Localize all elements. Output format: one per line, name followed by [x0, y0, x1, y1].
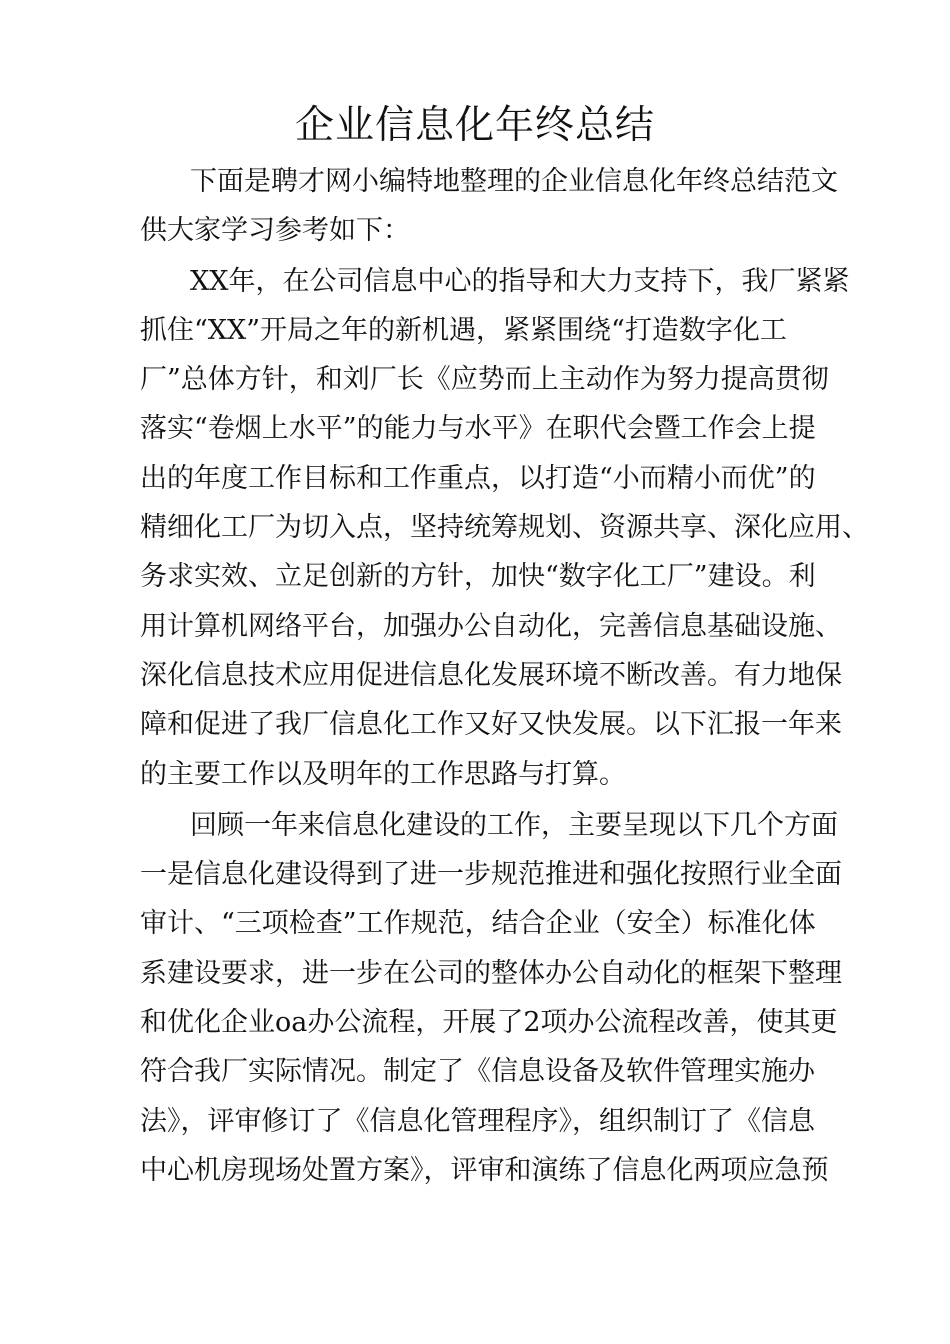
line-text: 和优化企业oa办公流程，开展了2项办公流程改善，使其更	[140, 1007, 838, 1038]
line-text: 用计算机网络平台，加强办公自动化，完善信息基础设施、	[140, 611, 842, 642]
line-text: 抓住“XX”开局之年的新机遇，紧紧围绕“打造数字化工	[140, 315, 787, 346]
line-text: 深化信息技术应用促进信息化发展环境不断改善。有力地保	[140, 660, 842, 691]
line-text: 审计、“三项检查”工作规范，结合企业（安全）标准化体	[140, 908, 816, 939]
line-text: 回顾一年来信息化建设的工作，主要呈现以下几个方面	[190, 810, 838, 841]
line-text: 的主要工作以及明年的工作思路与打算。	[140, 759, 626, 790]
document-title: 企业信息化年终总结	[294, 103, 655, 148]
line-text: 落实“卷烟上水平”的能力与水平》在职代会暨工作会上提	[140, 413, 816, 444]
line-text: 一是信息化建设得到了进一步规范推进和强化按照行业全面	[140, 859, 842, 890]
line-text: 精细化工厂为切入点，坚持统筹规划、资源共享、深化应用、	[140, 512, 869, 543]
line-text: 厂”总体方针，和刘厂长《应势而上主动作为努力提高贯彻	[140, 364, 829, 395]
line-text: 法》，评审修订了《信息化管理程序》，组织制订了《信息	[140, 1106, 815, 1137]
line-text: 系建设要求，进一步在公司的整体办公自动化的框架下整理	[140, 958, 842, 989]
line-text: XX年，在公司信息中心的指导和大力支持下，我厂紧紧	[190, 266, 850, 297]
line-text: 中心机房现场处置方案》，评审和演练了信息化两项应急预	[140, 1155, 829, 1186]
line-text: 障和促进了我厂信息化工作又好又快发展。以下汇报一年来	[140, 709, 842, 740]
line-text: 供大家学习参考如下：	[140, 215, 410, 246]
line-text: 符合我厂实际情况。制定了《信息设备及软件管理实施办	[140, 1056, 815, 1087]
line-text: 下面是聘才网小编特地整理的企业信息化年终总结范文	[190, 166, 838, 197]
line-text: 务求实效、立足创新的方针，加快“数字化工厂”建设。利	[140, 561, 816, 592]
line-text: 出的年度工作目标和工作重点，以打造“小而精小而优”的	[140, 463, 816, 494]
